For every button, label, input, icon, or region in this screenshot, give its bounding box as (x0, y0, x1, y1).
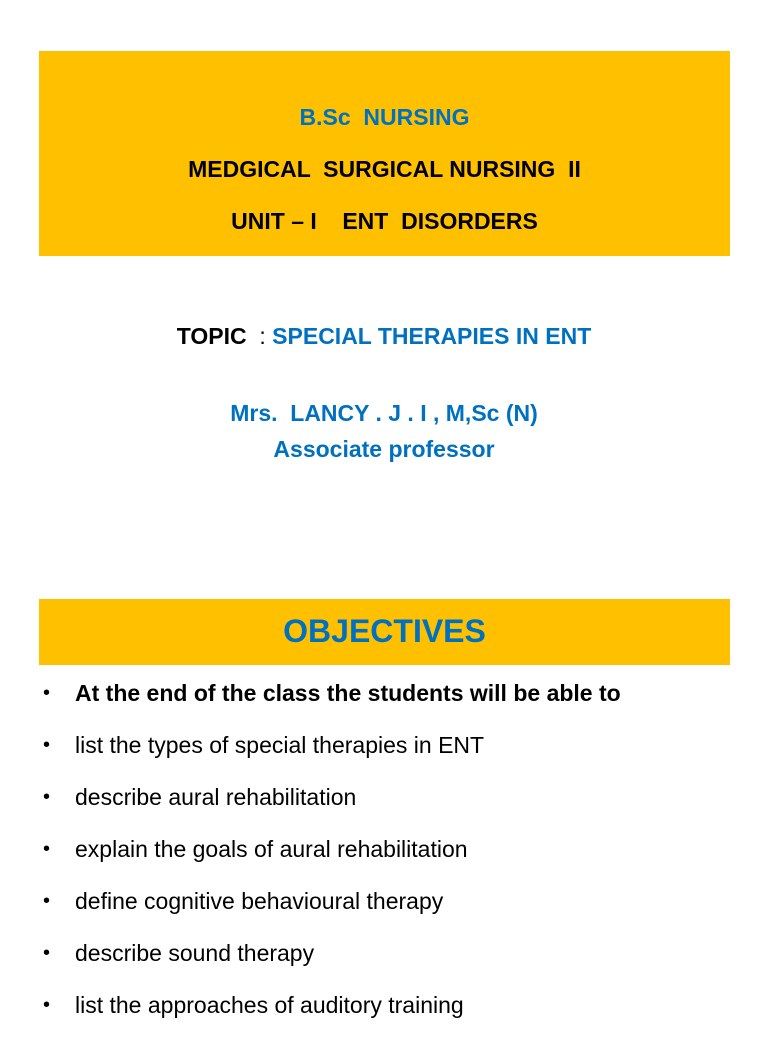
list-item-text: At the end of the class the students will be able to (75, 680, 621, 706)
list-item-text: list the types of special therapies in ENT (75, 732, 485, 758)
title-banner (39, 51, 730, 256)
objectives-banner (39, 599, 730, 665)
list-item-text: explain the goals of aural rehabilitation (75, 836, 468, 862)
topic-label: TOPIC (176, 323, 247, 349)
bullet-icon: • (43, 890, 51, 912)
presenter-role: Associate professor (273, 436, 495, 462)
list-item-text: list the approaches of auditory training (75, 992, 464, 1018)
program-title: B.Sc NURSING (299, 104, 470, 130)
bullet-icon: • (43, 682, 51, 704)
bullet-icon: • (43, 734, 51, 756)
list-item-text: describe aural rehabilitation (75, 784, 357, 810)
bullet-icon: • (43, 994, 51, 1016)
bullet-icon: • (43, 838, 51, 860)
list-item-text: describe sound therapy (75, 940, 315, 966)
bullet-icon: • (43, 942, 51, 964)
bullet-icon: • (43, 786, 51, 808)
unit-title: UNIT – I ENT DISORDERS (231, 208, 538, 234)
course-title: MEDGICAL SURGICAL NURSING II (188, 156, 581, 182)
topic-value: SPECIAL THERAPIES IN ENT (265, 323, 592, 349)
presenter-name: Mrs. LANCY . J . I , M,Sc (N) (230, 400, 538, 426)
objectives-title: OBJECTIVES (283, 613, 486, 649)
topic-separator: : (246, 323, 266, 349)
list-item-text: define cognitive behavioural therapy (75, 888, 444, 914)
topic-line (0, 323, 768, 350)
